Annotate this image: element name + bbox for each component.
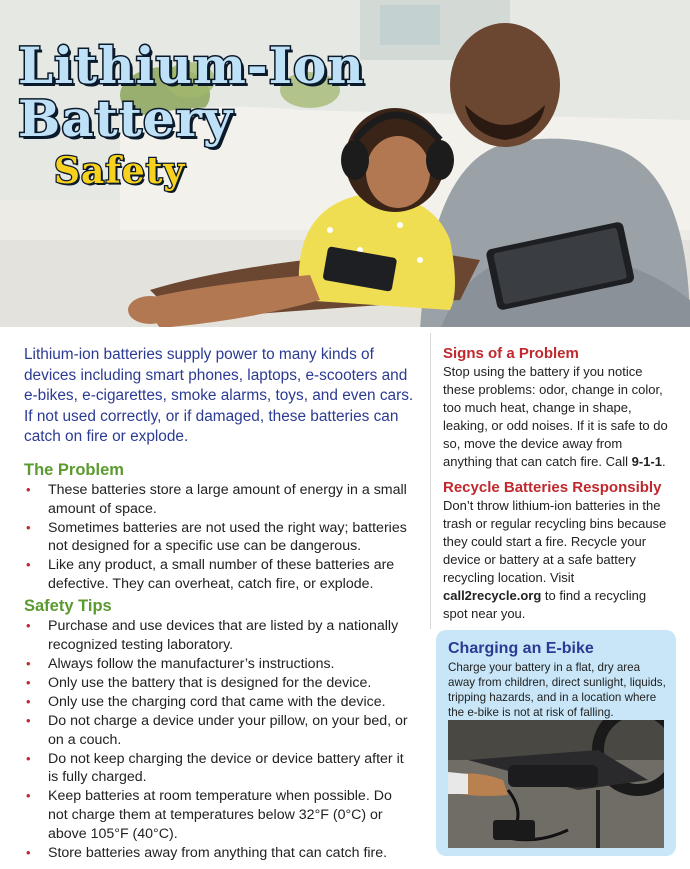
tip-item: • Keep batteries at room temperature when possible. Do not charge them at temperatures below 32°F (0°C) or above 105°F (40°C). [24,787,414,843]
column-divider [430,333,431,629]
ebike-callout [436,630,676,856]
emergency-number: 9-1-1 [631,454,662,469]
problem-list [24,481,414,594]
problem-item: • These batteries store a large amount of energy in a small amount of space. [24,481,414,518]
problem-heading: The Problem [24,461,124,479]
title-line-3: Safety [54,150,186,192]
title-line-1: Lithium-Ion [18,36,365,95]
safety-tips-list [24,617,414,863]
ebike-charging-photo [448,720,664,848]
tip-item: • Only use the charging cord that came with the device. [24,693,414,712]
ebike-text: Charge your battery in a flat, dry area away from children, direct sunlight, liquids, tripping hazards, and in a location where the e-bike is not at risk of falling. [448,661,666,719]
right-column [443,345,673,623]
problem-item: • Sometimes batteries are not used the right way; batteries not designed for a specific use can be dangerous. [24,519,414,556]
left-column [24,345,414,861]
recycle-website: call2recycle.org [443,588,542,603]
signs-heading: Signs of a Problem [443,345,579,362]
tip-item: • Always follow the manufacturer’s instructions. [24,655,414,674]
safety-tips-heading: Safety Tips [24,597,112,615]
recycle-text: Don’t throw lithium-ion batteries in the trash or regular recycling bins because they could start a fire. Recycle your device or battery at a safe battery recycling location. Visit [443,498,667,585]
tip-item: • Store batteries away from anything that can catch fire. [24,844,414,863]
recycle-paragraph [443,497,673,623]
hero-banner [0,0,690,327]
tip-item: • Do not charge a device under your pillow, on your bed, or on a couch. [24,712,414,749]
signs-text: Stop using the battery if you notice these problems: odor, change in color, too much heat, change in shape, leaking, or odd noises. If it is safe to do so, move the device away from anything that can catch fire. Call [443,364,668,469]
recycle-heading: Recycle Batteries Responsibly [443,479,662,496]
problem-item: • Like any product, a small number of these batteries are defective. They can overheat, catch fire, or explode. [24,556,414,593]
ebike-heading: Charging an E-bike [448,640,594,657]
tip-item: • Do not keep charging the device or device battery after it is fully charged. [24,750,414,787]
title-line-2: Battery [18,89,234,148]
tip-item: • Only use the battery that is designed for the device. [24,674,414,693]
signs-paragraph [443,363,673,471]
intro-paragraph: Lithium-ion batteries supply power to many kinds of devices including smart phones, laptops, e-scooters and e-bikes, e-cigarettes, smoke alarms, toys, and even cars. If not used correctly, or if damaged, these batteries can catch on fire or explode. [24,346,414,446]
signs-end: . [661,454,666,469]
tip-item: • Purchase and use devices that are listed by a nationally recognized testing laboratory. [24,617,414,654]
recycle-end: to find a recycling spot near you. [443,588,647,621]
